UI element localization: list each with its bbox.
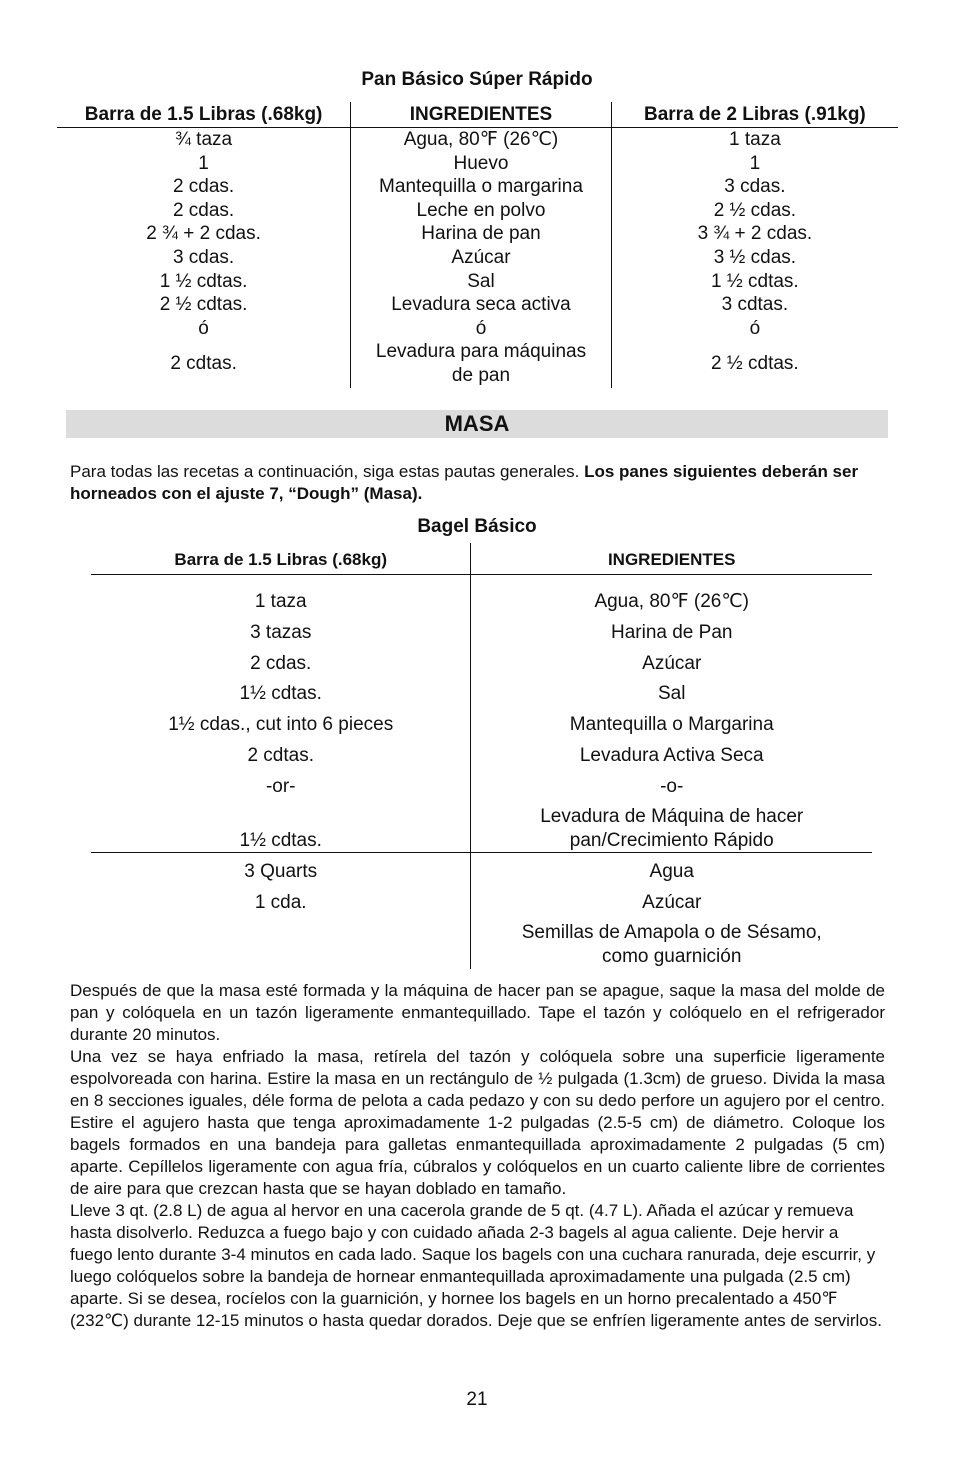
- table-cell: Levadura Activa Seca: [471, 737, 872, 768]
- table1-header-3: Barra de 2 Libras (.91kg): [611, 102, 898, 128]
- table-cell: Azúcar: [471, 884, 872, 915]
- table-cell: 3 ½ cdas.: [713, 246, 797, 268]
- table-cell: 1: [198, 152, 209, 174]
- table-cell: 1½ cdas., cut into 6 pieces: [168, 714, 394, 736]
- table-cell: 2 ½ cdtas.: [711, 353, 799, 375]
- table-cell: 3 cdtas.: [721, 294, 789, 316]
- instructions-text: [70, 980, 885, 1332]
- cell-line: Levadura para máquinas: [375, 341, 587, 363]
- table-cell: 2 ½ cdtas.: [159, 294, 248, 316]
- table-cell: 1: [749, 152, 761, 174]
- table-cell: 1 cda.: [254, 891, 307, 913]
- page-number: 21: [466, 1389, 488, 1410]
- paragraph: Una vez se haya enfriado la masa, retírela del tazón y colóquela sobre una superficie ligeramente espolvoreada con harina. Estire la masa en un rectángulo de ½ pulgada (1.3cm) de grueso. Divida la masa en 8 secciones iguales, déle forma de pelota a cada pedazo y con su dedo perfore un agujero por el centro. Estire el agujero hasta que tenga aproximadamente 1-2 pulgadas (2.5-5 cm) de diámetro. Coloque los bagels formados en una bandeja para galletas enmantequillada aproximadamente 2 pulgadas (5 cm) aparte. Cepíllelos ligeramente con agua fría, cúbralos y colóquelos en un cuarto caliente libre de corrientes de aire para que crezcan hasta que se hayan doblado en tamaño.: [70, 1047, 885, 1198]
- table1-header-2: INGREDIENTES: [351, 102, 612, 128]
- table-cell: [351, 340, 612, 387]
- table-row: [91, 645, 872, 676]
- table-cell: Agua, 80℉ (26℃): [471, 575, 872, 615]
- table-row: [91, 614, 872, 645]
- table-cell: ó: [749, 317, 761, 339]
- pan-basico-table: [57, 102, 898, 388]
- table-row: [91, 675, 872, 706]
- table1-header-1: Barra de 1.5 Libras (.68kg): [57, 102, 351, 128]
- table2-header-1: Barra de 1.5 Libras (.68kg): [91, 543, 471, 575]
- intro-text: Para todas las recetas a continuación, siga estas pautas generales.: [70, 462, 585, 481]
- table-cell: 3 cdas.: [724, 176, 786, 198]
- table-cell: 2 ½ cdas.: [713, 199, 797, 221]
- table1-title: Pan Básico Súper Rápido: [361, 69, 593, 90]
- table-cell: Agua: [471, 853, 872, 884]
- table-row: [57, 128, 898, 152]
- table-row: [91, 575, 872, 615]
- table-cell: ó: [351, 317, 612, 341]
- cell-line: como guarnición: [602, 945, 742, 967]
- table1-header-row: [57, 102, 898, 128]
- table2-title: Bagel Básico: [417, 516, 537, 537]
- table-cell: 3 tazas: [250, 622, 312, 644]
- table-cell: [471, 798, 872, 853]
- intro-bold-text: Los panes siguientes deberán ser horneados con el ajuste 7, “Dough” (Masa).: [70, 462, 859, 503]
- table-cell: Mantequilla o margarina: [351, 175, 612, 199]
- table-row: [57, 270, 898, 294]
- table-row: [57, 199, 898, 223]
- cell-line: Levadura de Máquina de hacer: [540, 805, 804, 827]
- table2-header-row: [91, 543, 872, 575]
- table-row: [91, 798, 872, 853]
- table-row: [57, 175, 898, 199]
- table-cell: 1½ cdtas.: [239, 683, 322, 705]
- table-cell: 2 cdas.: [250, 652, 312, 674]
- table-cell: [471, 915, 872, 969]
- table-cell: 3 cdas.: [172, 246, 235, 268]
- table-cell: 2 cdtas.: [247, 744, 314, 766]
- table-row: [91, 853, 872, 884]
- table-row: [91, 706, 872, 737]
- table-cell: -o-: [471, 767, 872, 798]
- table-row: [57, 152, 898, 176]
- table-cell: Harina de Pan: [471, 614, 872, 645]
- table-cell: ó: [198, 317, 209, 339]
- paragraph: Lleve 3 qt. (2.8 L) de agua al hervor en una cacerola grande de 5 qt. (4.7 L). Añada el azúcar y remueva hasta disolverlo. Reduzca a fuego bajo y con cuidado añada 2-3 bagels al agua caliente. Deje hervir a fuego lento durante 3-4 minutos en cada lado. Saque los bagels con una cuchara ranurada, deje escurrir, y luego colóquelos sobre la bandeja de hornear enmantequillada aproximadamente una pulgada (2.5 cm) aparte. Si se desea, rocíelos con la guarnición, y hornee los bagels en un horno precalentado a 450℉ (232℃) durante 12-15 minutos o hasta quedar dorados. Deje que se enfríen ligeramente antes de servirlos.: [70, 1201, 882, 1330]
- bagel-table: [91, 543, 872, 969]
- table-row: [57, 317, 898, 341]
- table-cell: Sal: [351, 270, 612, 294]
- table-cell: 3 ¾ + 2 cdas.: [697, 223, 813, 245]
- table-cell: Huevo: [351, 152, 612, 176]
- table-cell: ¾ taza: [175, 129, 233, 150]
- table-cell: Levadura seca activa: [351, 293, 612, 317]
- table-cell: [91, 915, 471, 969]
- section-heading-masa: MASA: [66, 410, 888, 438]
- table-cell: 1½ cdtas.: [239, 829, 322, 851]
- cell-line: de pan: [451, 364, 511, 386]
- table-row: [57, 246, 898, 270]
- table-cell: 1 taza: [729, 129, 781, 150]
- table-cell: -or-: [265, 775, 296, 797]
- table-cell: Sal: [471, 675, 872, 706]
- table2-header-2: INGREDIENTES: [471, 543, 872, 575]
- table-cell: 2 cdas.: [172, 176, 235, 198]
- table-cell: 1 ½ cdtas.: [159, 270, 248, 292]
- table-cell: 2 cdas.: [172, 199, 235, 221]
- table-row: [57, 293, 898, 317]
- table-row: [91, 737, 872, 768]
- table-cell: 2 cdtas.: [170, 353, 237, 375]
- paragraph: Después de que la masa esté formada y la máquina de hacer pan se apague, saque la masa del molde de pan y colóquela en un tazón ligeramente enmantequillado. Tape el tazón y colóquelo en el refrigerador durante 20 minutos.: [70, 981, 885, 1044]
- table-cell: Mantequilla o Margarina: [471, 706, 872, 737]
- table-row: [57, 222, 898, 246]
- table-cell: 1 ½ cdtas.: [711, 270, 799, 292]
- table-cell: 1 taza: [254, 591, 307, 613]
- cell-line: Semillas de Amapola o de Sésamo,: [521, 922, 822, 944]
- table-row: [57, 340, 898, 387]
- section-intro: [70, 461, 885, 505]
- table-row: [91, 767, 872, 798]
- table-cell: Azúcar: [351, 246, 612, 270]
- table-cell: 3 Quarts: [91, 853, 471, 884]
- table-cell: Azúcar: [471, 645, 872, 676]
- table-cell: Leche en polvo: [351, 199, 612, 223]
- table-row: [91, 915, 872, 969]
- table-row: [91, 884, 872, 915]
- table-cell: 2 ¾ + 2 cdas.: [146, 223, 261, 245]
- cell-line: pan/Crecimiento Rápido: [569, 829, 774, 851]
- table-cell: Agua, 80℉ (26℃): [351, 128, 612, 152]
- table-cell: Harina de pan: [351, 222, 612, 246]
